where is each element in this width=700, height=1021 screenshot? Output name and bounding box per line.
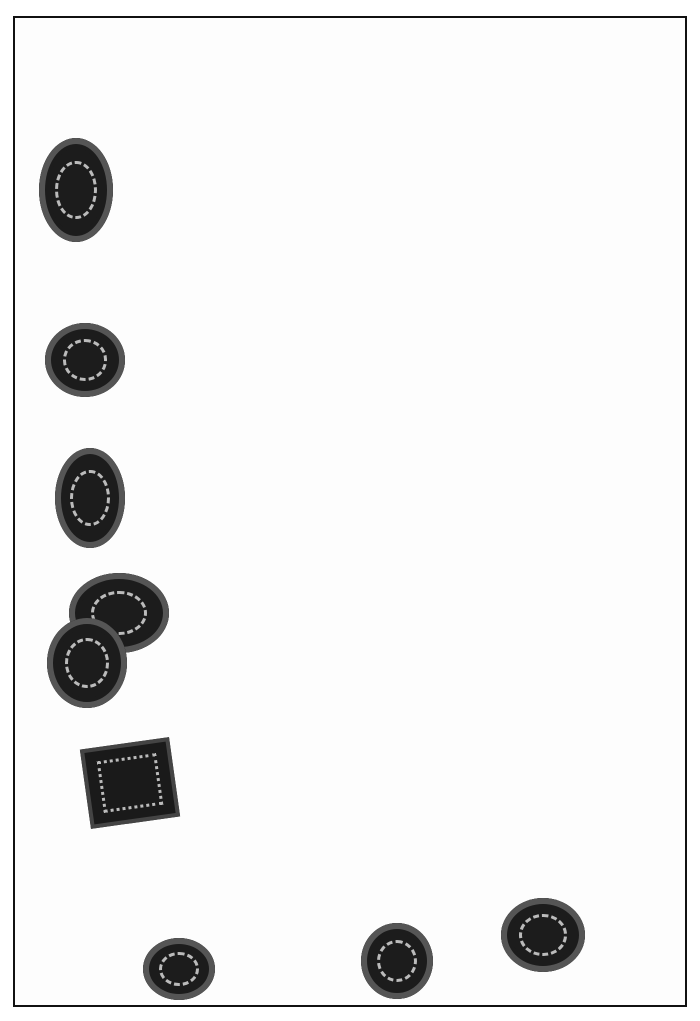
seal-3 bbox=[55, 448, 125, 548]
seal-1 bbox=[39, 138, 113, 242]
seal-4b bbox=[47, 618, 127, 708]
seal-bottom-right bbox=[501, 898, 585, 972]
rectangular-seal bbox=[80, 737, 180, 829]
seal-bottom-center bbox=[361, 923, 433, 999]
seal-2 bbox=[45, 323, 125, 397]
document-frame bbox=[13, 16, 687, 1007]
seal-bottom-left bbox=[143, 938, 215, 1000]
